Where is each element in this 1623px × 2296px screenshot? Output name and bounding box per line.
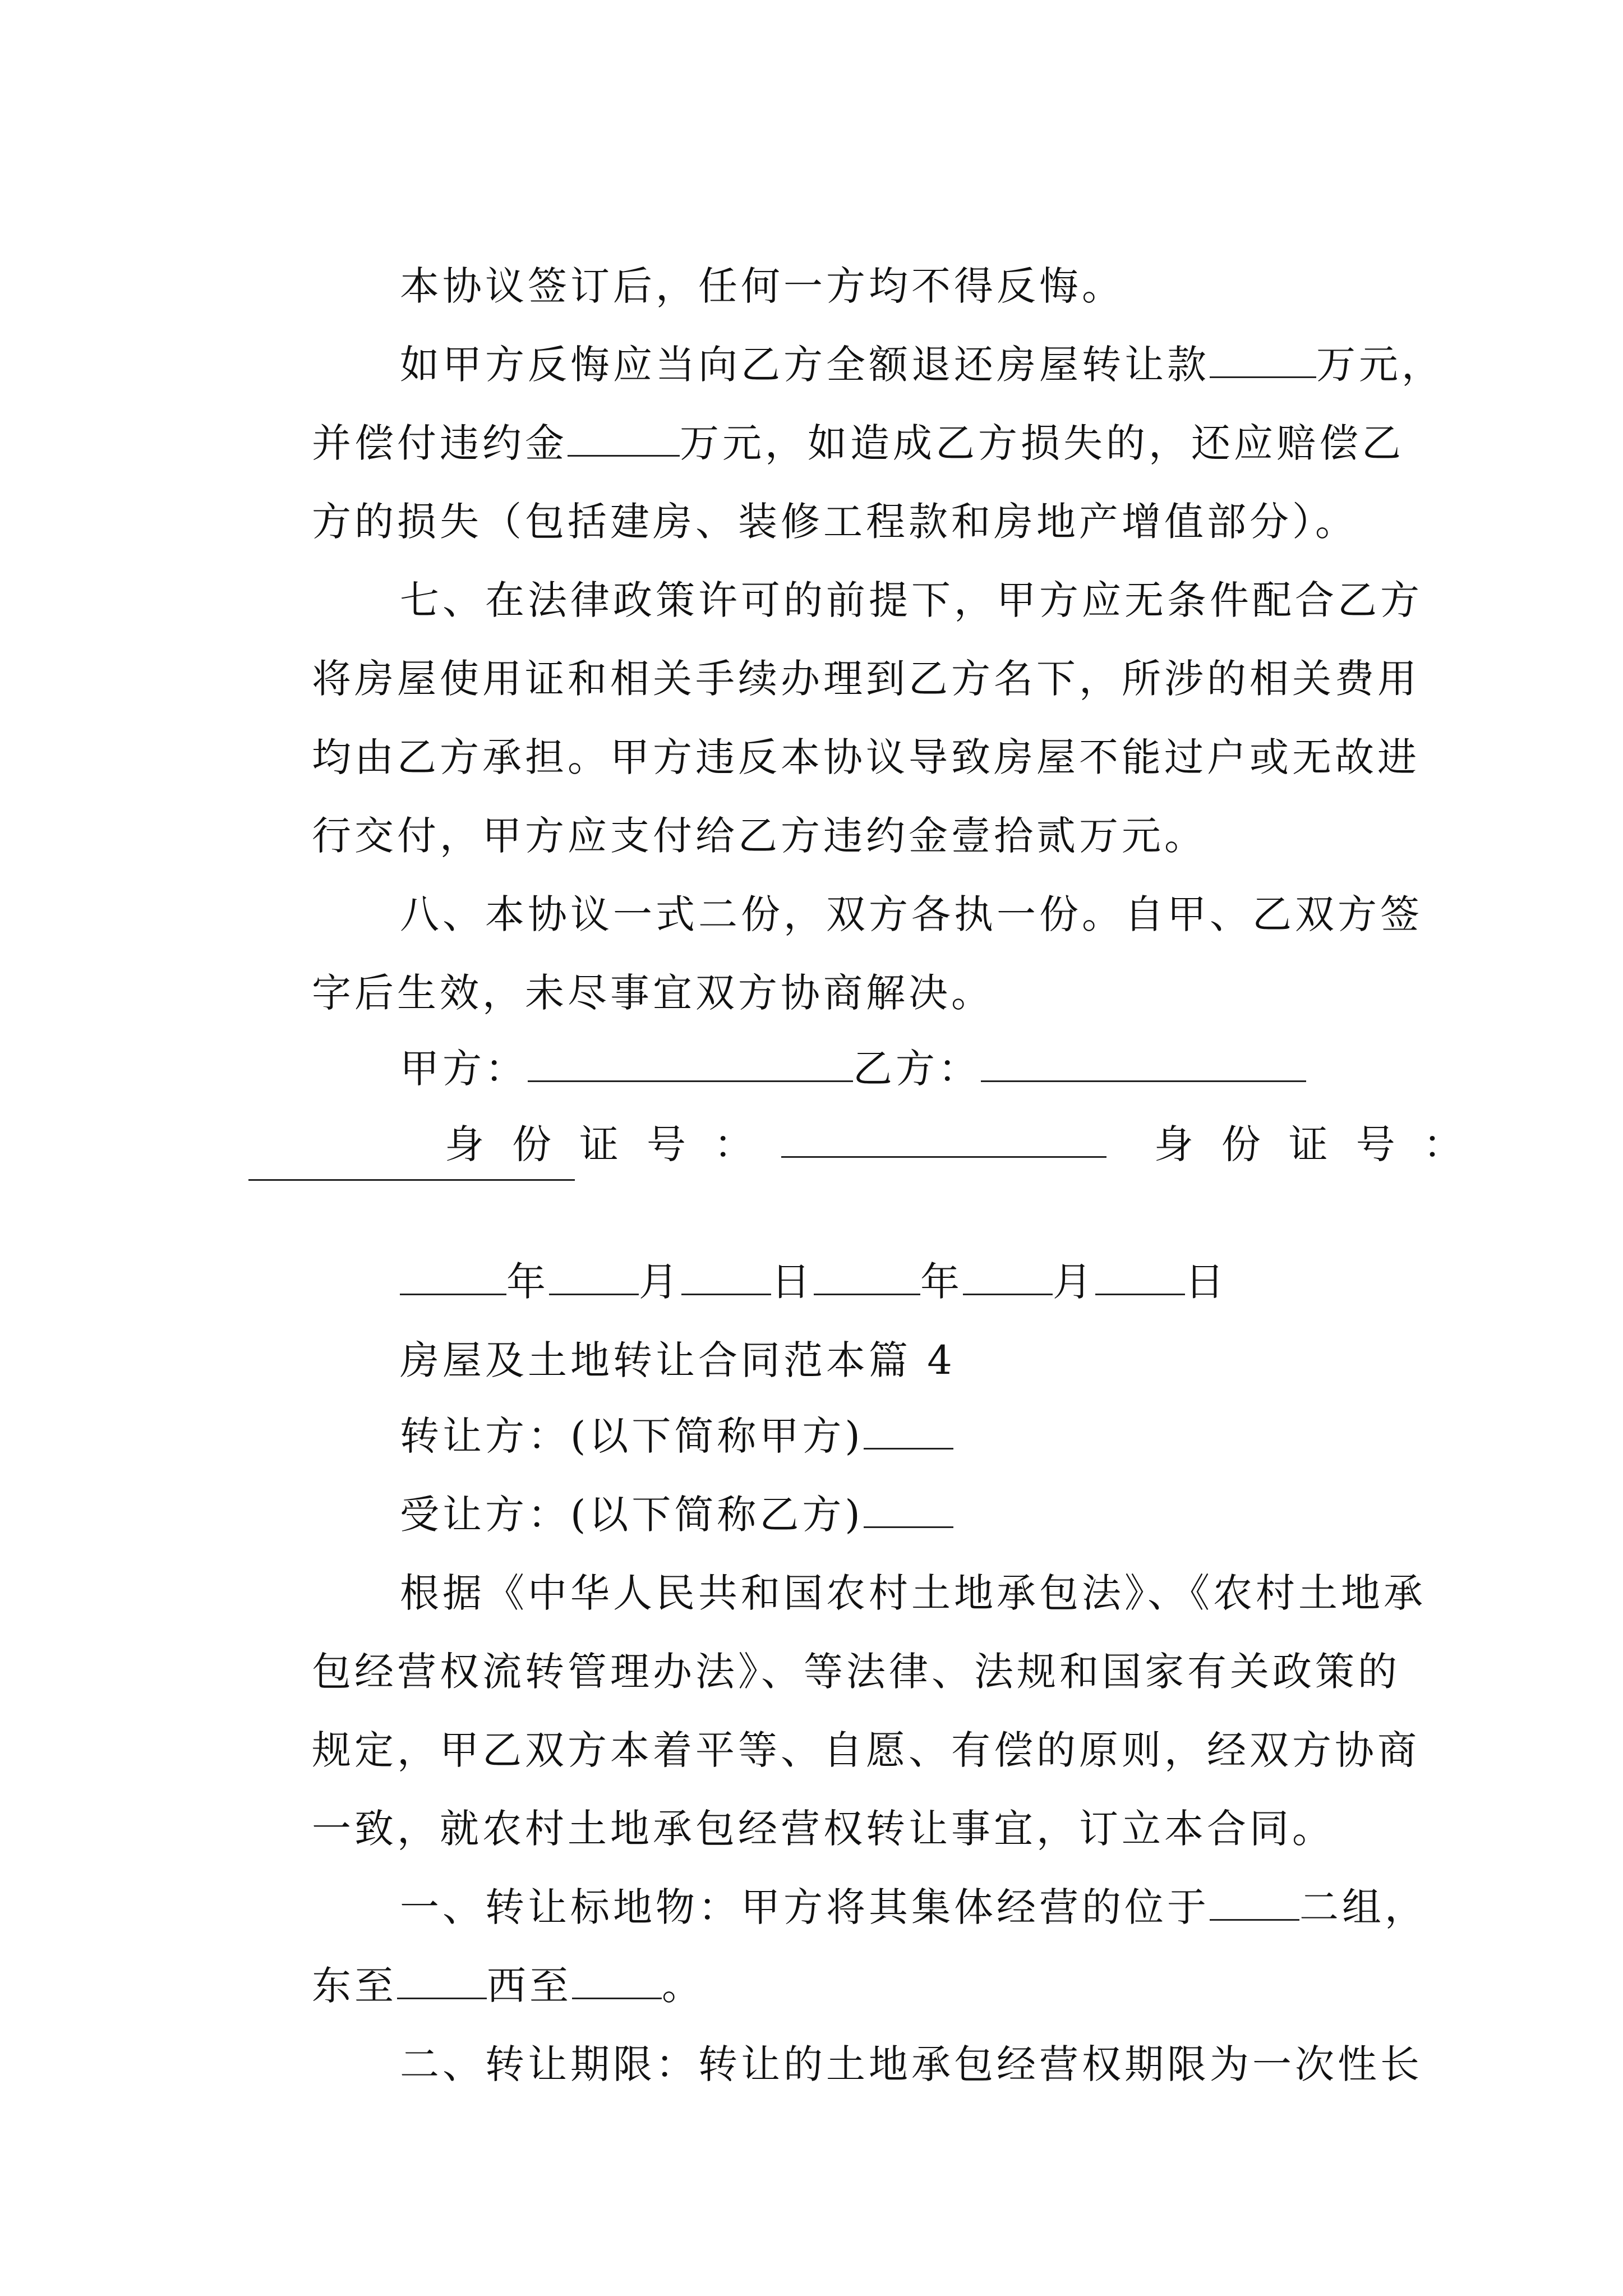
transferee-line (336, 1439, 953, 1538)
text: 规定，甲乙双方本着平等、自愿、有偿的原则，经双方协商 (312, 1727, 1421, 1773)
year-label: 年 (920, 1259, 963, 1305)
text: 一、转让标地物：甲方将其集体经营的位于 (400, 1884, 1210, 1930)
text: 二组， (1299, 1884, 1428, 1930)
month-label: 月 (1053, 1259, 1096, 1305)
text: 东至 (312, 1963, 398, 2009)
id-number-a-blank (781, 1119, 1106, 1158)
location-blank (1210, 1882, 1299, 1921)
text: 并偿付违约金 (312, 420, 568, 466)
text: 八、本协议一式二份，双方各执一份。自甲、乙双方签 (400, 891, 1423, 937)
text: 二、转让期限：转让的土地承包经营权期限为一次性长 (400, 2041, 1423, 2087)
text: 本协议签订后，任何一方均不得反悔。 (400, 263, 1125, 309)
text: 万元， (1316, 342, 1445, 388)
text: 根据《中华人民共和国农村土地承包法》、《农村土地承 (400, 1570, 1427, 1616)
party-b-label: 乙方： (853, 1046, 981, 1092)
text: 一致，就农村土地承包经营权转让事宜，订立本合同。 (312, 1806, 1335, 1852)
text: 将房屋使用证和相关手续办理到乙方名下，所涉的相关费用 (312, 656, 1421, 702)
text: 万元，如造成乙方损失的，还应赔偿乙 (680, 420, 1405, 466)
signature-parties-line (336, 993, 1306, 1092)
text: 房屋及土地转让合同范本篇 4 (400, 1337, 956, 1383)
id-label-a: 身份证号： (445, 1121, 782, 1167)
paragraph-line (248, 760, 1207, 859)
day-label: 日 (771, 1259, 814, 1305)
paragraph-line (336, 1832, 1428, 1930)
paragraph-line (248, 1674, 1421, 1773)
text: 均由乙方承担。甲方违反本协议导致房屋不能过户或无故进 (312, 734, 1421, 780)
text: 受让方：(以下简称乙方) (400, 1492, 864, 1538)
text: 。 (662, 1963, 705, 2009)
section-title (336, 1285, 956, 1383)
paragraph-line (336, 524, 1423, 623)
text: 方的损失（包括建房、装修工程款和房地产增值部分）。 (312, 499, 1358, 545)
paragraph-line (248, 1753, 1335, 1852)
text: 字后生效，未尽事宜双方协商解决。 (312, 970, 994, 1016)
paragraph-line (336, 1989, 1423, 2087)
paragraph-line (248, 682, 1421, 780)
text: 七、在法律政策许可的前提下，甲方应无条件配合乙方 (400, 577, 1423, 623)
transferor-line (336, 1360, 953, 1459)
id-number-b-blank (248, 1179, 575, 1181)
day-label: 日 (1185, 1259, 1228, 1305)
paragraph-line (248, 1910, 705, 2009)
paragraph-line (336, 839, 1423, 937)
paragraph-line (248, 603, 1421, 702)
month-label: 月 (639, 1259, 682, 1305)
text: 包经营权流转管理办法》、等法律、法规和国家有关政策的 (312, 1649, 1401, 1695)
year-label: 年 (506, 1259, 550, 1305)
party-a-label: 甲方： (400, 1046, 528, 1092)
date-line (336, 1206, 1228, 1305)
text: 行交付，甲方应支付给乙方违约金壹拾贰万元。 (312, 813, 1207, 859)
id-number-line (381, 1069, 1491, 1167)
paragraph-line (248, 917, 994, 1016)
paragraph-line (248, 367, 1405, 466)
text: 西至 (487, 1963, 573, 2009)
paragraph-line (336, 210, 1125, 309)
paragraph-line (336, 1517, 1427, 1616)
id-label-b: 身份证号： (1154, 1121, 1491, 1167)
text: 如甲方反悔应当向乙方全额退还房屋转让款 (400, 342, 1210, 388)
month-blank-b (963, 1257, 1053, 1295)
text: 转让方：(以下简称甲方) (400, 1413, 864, 1459)
paragraph-line (336, 289, 1445, 388)
paragraph-line (248, 446, 1358, 545)
day-blank-b (1095, 1257, 1185, 1295)
paragraph-line (248, 1596, 1401, 1695)
